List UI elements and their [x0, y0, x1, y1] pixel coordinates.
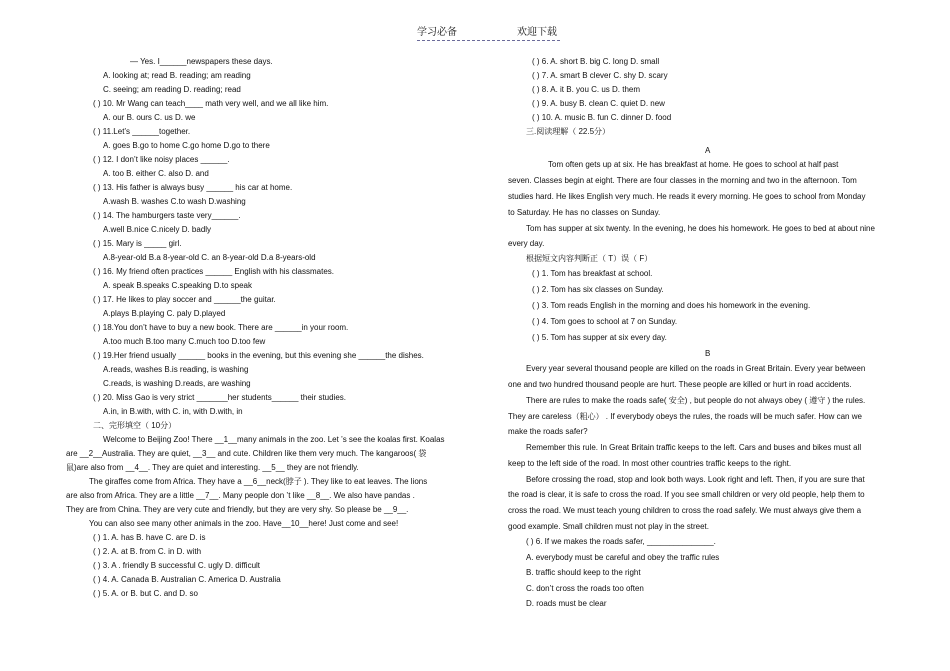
left-text-line: ( ) 10. Mr Wang can teach____ math very well, and we all like him.	[93, 99, 329, 108]
left-text-line: ( ) 16. My friend often practices ______ English with his classmates.	[93, 267, 334, 276]
right-text-line: ( ) 5. Tom has supper at six every day.	[532, 333, 667, 342]
header-divider	[417, 40, 560, 41]
right-text-line: cross the road. We must teach young children to cross the road safely. We must always give them a	[508, 506, 862, 515]
right-text-line: ( ) 9. A. busy B. clean C. quiet D. new	[532, 99, 665, 108]
right-text-line: ( ) 4. Tom goes to school at 7 on Sunday.	[532, 317, 678, 326]
right-text-line: Before crossing the road, stop and look both ways. Look right and left. Then, if you are sure that	[526, 475, 865, 484]
right-text-line: A	[705, 146, 711, 155]
left-text-line: ( ) 18.You don’t have to buy a new book. There are ______in your room.	[93, 323, 349, 332]
right-text-line: the road is clear, it is safe to cross the road. If you see small children or very old people, help them to	[508, 490, 865, 499]
right-text-line: ( ) 10. A. music B. fun C. dinner D. food	[532, 113, 672, 122]
left-text-line: ( ) 20. Miss Gao is very strict _______her students______ their studies.	[93, 393, 347, 402]
left-text-line: 二、完形填空（ 10分）	[93, 421, 177, 430]
left-text-line: ( ) 3. A . friendly B successful C. ugly D. difficult	[93, 561, 261, 570]
right-text-line: D. roads must be clear	[526, 599, 607, 608]
left-text-line: A.too much B.too many C.much too D.too few	[103, 337, 266, 346]
left-text-line: A. speak B.speaks C.speaking D.to speak	[103, 281, 252, 290]
right-text-line: ( ) 8. A. it B. you C. us D. them	[532, 85, 641, 94]
right-text-line: to Saturday. He has no classes on Sunday.	[508, 208, 661, 217]
right-text-line: one and two hundred thousand people are hurt. These people are killed or hurt in road accidents.	[508, 380, 852, 389]
left-text-line: C. seeing; am reading D. reading; read	[103, 85, 241, 94]
left-text-line: ( ) 11.Let’s ______together.	[93, 127, 191, 136]
left-text-line: ( ) 15. Mary is _____ girl.	[93, 239, 182, 248]
left-text-line: A.plays B.playing C. paly D.played	[103, 309, 226, 318]
left-text-line: ( ) 12. I don’t like noisy places ______.	[93, 155, 230, 164]
right-text-line: good example. Small children must not play in the street.	[508, 522, 709, 531]
right-text-line: Every year several thousand people are killed on the roads in Great Britain. Every year between	[526, 364, 866, 373]
header-right: 欢迎下载	[517, 27, 557, 38]
right-text-line: A. everybody must be careful and obey the traffic rules	[526, 553, 720, 562]
left-text-line: Welcome to Beijing Zoo! There __1__many animals in the zoo. Let ’s see the koalas first. Koalas	[103, 435, 445, 444]
right-text-line: B. traffic should keep to the right	[526, 568, 641, 577]
left-text-line: You can also see many other animals in the zoo. Have__10__here! Just come and see!	[89, 519, 399, 528]
left-text-line: ( ) 5. A. or B. but C. and D. so	[93, 589, 198, 598]
left-text-line: A.wash B. washes C.to wash D.washing	[103, 197, 246, 206]
left-text-line: ( ) 19.Her friend usually ______ books in the evening, but this evening she ______the dishes.	[93, 351, 424, 360]
left-text-line: The giraffes come from Africa. They have a __6__neck(脖子 ). They like to eat leaves. The lions	[89, 477, 428, 486]
left-text-line: — Yes. I______newspapers these days.	[130, 57, 273, 66]
right-text-line: 根据短文内容判断正（ T）误（ F）	[526, 254, 653, 263]
right-text-line: There are rules to make the roads safe( 安全) , but people do not always obey ( 遵守 ) the rules.	[526, 396, 866, 405]
left-text-line: ( ) 2. A. at B. from C. in D. with	[93, 547, 202, 556]
left-text-line: are also from Africa. They are a little __7__. Many people don ’t like __8__. We also have pandas .	[66, 491, 415, 500]
left-text-line: A.reads, washes B.is reading, is washing	[103, 365, 249, 374]
right-text-line: ( ) 2. Tom has six classes on Sunday.	[532, 285, 664, 294]
left-text-line: ( ) 4. A. Canada B. Australian C. America D. Australia	[93, 575, 281, 584]
left-text-line: ( ) 14. The hamburgers taste very______.	[93, 211, 241, 220]
right-text-line: ( ) 7. A. smart B clever C. shy D. scary	[532, 71, 668, 80]
right-text-line: keep to the left side of the road. In most other countries traffic keeps to the right.	[508, 459, 792, 468]
left-text-line: A. our B. ours C. us D. we	[103, 113, 196, 122]
left-text-line: A. too B. either C. also D. and	[103, 169, 209, 178]
right-text-line: ( ) 6. If we makes the roads safer, _______________.	[526, 537, 716, 546]
left-text-line: ( ) 17. He likes to play soccer and ______the guitar.	[93, 295, 276, 304]
left-text-line: C.reads, is washing D.reads, are washing	[103, 379, 251, 388]
left-text-line: are __2__Australia. They are quiet, __3__ and cute. Children like them very much. The kangaroos( 袋	[66, 449, 427, 458]
header-left: 学习必备	[417, 27, 457, 38]
right-text-line: ( ) 6. A. short B. big C. long D. small	[532, 57, 660, 66]
right-text-line: seven. Classes begin at eight. There are four classes in the morning and two in the afternoon. Tom	[508, 176, 857, 185]
right-text-line: every day.	[508, 239, 545, 248]
left-text-line: They are from China. They are very cute and friendly, but they are very shy. So please be __9__.	[66, 505, 409, 514]
left-text-line: ( ) 13. His father is always busy ______ his car at home.	[93, 183, 293, 192]
right-text-line: Tom often gets up at six. He has breakfast at home. He goes to school at half past	[548, 160, 839, 169]
left-text-line: A.well B.nice C.nicely D. badly	[103, 225, 212, 234]
right-text-line: make the roads safer?	[508, 427, 588, 436]
left-text-line: A.8-year-old B.a 8-year-old C. an 8-year-old D.a 8-years-old	[103, 253, 316, 262]
left-text-line: A. looking at; read B. reading; am reading	[103, 71, 251, 80]
right-text-line: Tom has supper at six twenty. In the evening, he does his homework. He goes to bed at about nine	[526, 224, 875, 233]
right-text-line: B	[705, 349, 711, 358]
right-text-line: They are careless（粗心） . If everybody obeys the rules, the roads will be much safer. How can we	[508, 412, 862, 421]
left-text-line: ( ) 1. A. has B. have C. are D. is	[93, 533, 206, 542]
left-text-line: A. goes B.go to home C.go home D.go to there	[103, 141, 270, 150]
right-text-line: ( ) 3. Tom reads English in the morning and does his homework in the evening.	[532, 301, 811, 310]
right-text-line: studies hard. He likes English very much. He reads it every morning. He goes to school from Monday	[508, 192, 866, 201]
left-text-line: 鼠)are also from __4__. They are quiet and interesting. __5__ they are not friendly.	[66, 463, 359, 472]
right-text-line: ( ) 1. Tom has breakfast at school.	[532, 269, 653, 278]
left-text-line: A.in, in B.with, with C. in, with D.with, in	[103, 407, 243, 416]
right-text-line: C. don’t cross the roads too often	[526, 584, 644, 593]
right-text-line: 三.阅读理解（ 22.5分）	[526, 127, 611, 136]
right-text-line: Remember this rule. In Great Britain traffic keeps to the left. Cars and buses and bikes must all	[526, 443, 862, 452]
